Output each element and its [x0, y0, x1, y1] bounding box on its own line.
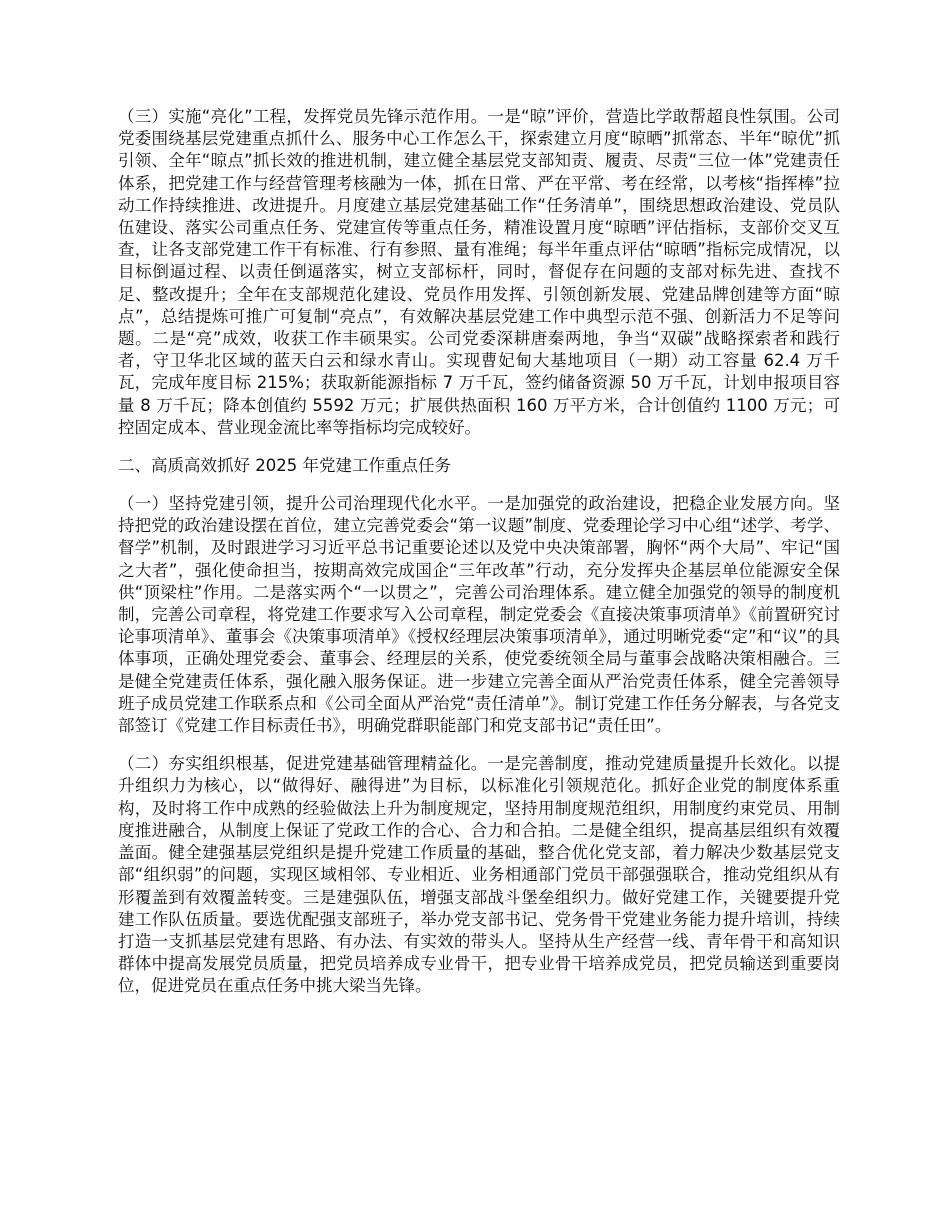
document-page [118, 106, 840, 1014]
section-heading-2025-tasks: 二、高质高效抓好 2025 年党建工作重点任务 [118, 456, 451, 476]
paragraph-organization: （二）夯实组织根基，促进党建基础管理精益化。一是完善制度，推动党建质量提升长效化。以提升组织力为核心，以“做得好、融得进”为目标，以标准化引领规范化。抓好企业党的制度体系重构，及时将工作中成熟的经验做法上升为制度规定，坚持用制度规范组织，用制度约束党员、用制度推进融合，从制度上保证了党政工作的合心、合力和合拍。二是健全组织，提高基层组织有效覆盖面。健全建强基层党组织是提升党建工作质量的基础，整合优化党支部，着力解决少数基层党支部“组织弱”的问题，实现区域相邻、专业相近、业务相通部门党员干部强强联合，推动党组织从有形覆盖到有效覆盖转变。三是建强队伍，增强支部战斗堡垒组织力。做好党建工作，关键要提升党建工作队伍质量。要选优配强支部班子，举办党支部书记、党务骨干党建业务能力提升培训，持续打造一支抓基层党建有思路、有办法、有实效的带头人。坚持从生产经营一线、青年骨干和高知识群体中提高发展党员质量，把党员培养成专业骨干，把专业骨干培养成党员，把党员输送到重要岗位，促进党员在重点任务中挑大梁当先锋。 [118, 754, 840, 996]
paragraph-governance: （一）坚持党建引领，提升公司治理现代化水平。一是加强党的政治建设，把稳企业发展方向。坚持把党的政治建设摆在首位，建立完善党委会“第一议题”制度、党委理论学习中心组“述学、考学、督学”机制，及时跟进学习习近平总书记重要论述以及党中央决策部署，胸怀“两个大局”、牢记“国之大者”，强化使命担当，按期高效完成国企“三年改革”行动，充分发挥央企基层单位能源安全保供“顶梁柱”作用。二是落实两个“一以贯之”，完善公司治理体系。建立健全加强党的领导的制度机制，完善公司章程，将党建工作要求写入公司章程，制定党委会《直接决策事项清单》《前置研究讨论事项清单》、董事会《决策事项清单》《授权经理层决策事项清单》，通过明晰党委“定”和“议”的具体事项，正确处理党委会、董事会、经理层的关系，使党委统领全局与董事会战略决策相融合。三是健全党建责任体系，强化融入服务保证。进一步建立完善全面从严治党责任体系，健全完善领导班子成员党建工作联系点和《公司全面从严治党“责任清单”》。制订党建工作任务分解表，与各党支部签订《党建工作目标责任书》，明确党群职能部门和党支部书记“责任田”。 [118, 494, 840, 736]
paragraph-liang-hua: （三）实施“亮化”工程，发挥党员先锋示范作用。一是“晾”评价，营造比学敢帮超良性氛围。公司党委围绕基层党建重点抓什么、服务中心工作怎么干，探索建立月度“晾晒”抓常态、半年“晾优”抓引领、全年“晾点”抓长效的推进机制，建立健全基层党支部知责、履责、尽责“三位一体”党建责任体系，把党建工作与经营管理考核融为一体，抓在日常、严在平常、考在经常，以考核“指挥棒”拉动工作持续推进、改进提升。月度建立基层党建基础工作“任务清单”，围绕思想政治建设、党员队伍建设、落实公司重点任务、党建宣传等重点任务，精准设置月度“晾晒”评估指标，支部价交叉互查，让各支部党建工作干有标准、行有参照、量有准绳；每半年重点评估“晾晒”指标完成情况，以目标倒逼过程、以责任倒逼落实，树立支部标杆，同时，督促存在问题的支部对标先进、查找不足、整改提升；全年在支部规范化建设、党员作用发挥、引领创新发展、党建品牌创建等方面“晾点”，总结提炼可推广可复制“亮点”，有效解决基层党建工作中典型示范不强、创新活力不足等问题。二是“亮”成效，收获工作丰硕果实。公司党委深耕唐秦两地，争当“双碳”战略探索者和践行者，守卫华北区域的蓝天白云和绿水青山。实现曹妃甸大基地项目（一期）动工容量 62.4 万千瓦，完成年度目标 215%；获取新能源指标 7 万千瓦，签约储备资源 50 万千瓦，计划申报项目容量 8 万千瓦；降本创值约 5592 万元；扩展供热面积 160 万平方米，合计创值约 1100 万元；可控固定成本、营业现金流比率等指标均完成较好。 [118, 107, 840, 437]
